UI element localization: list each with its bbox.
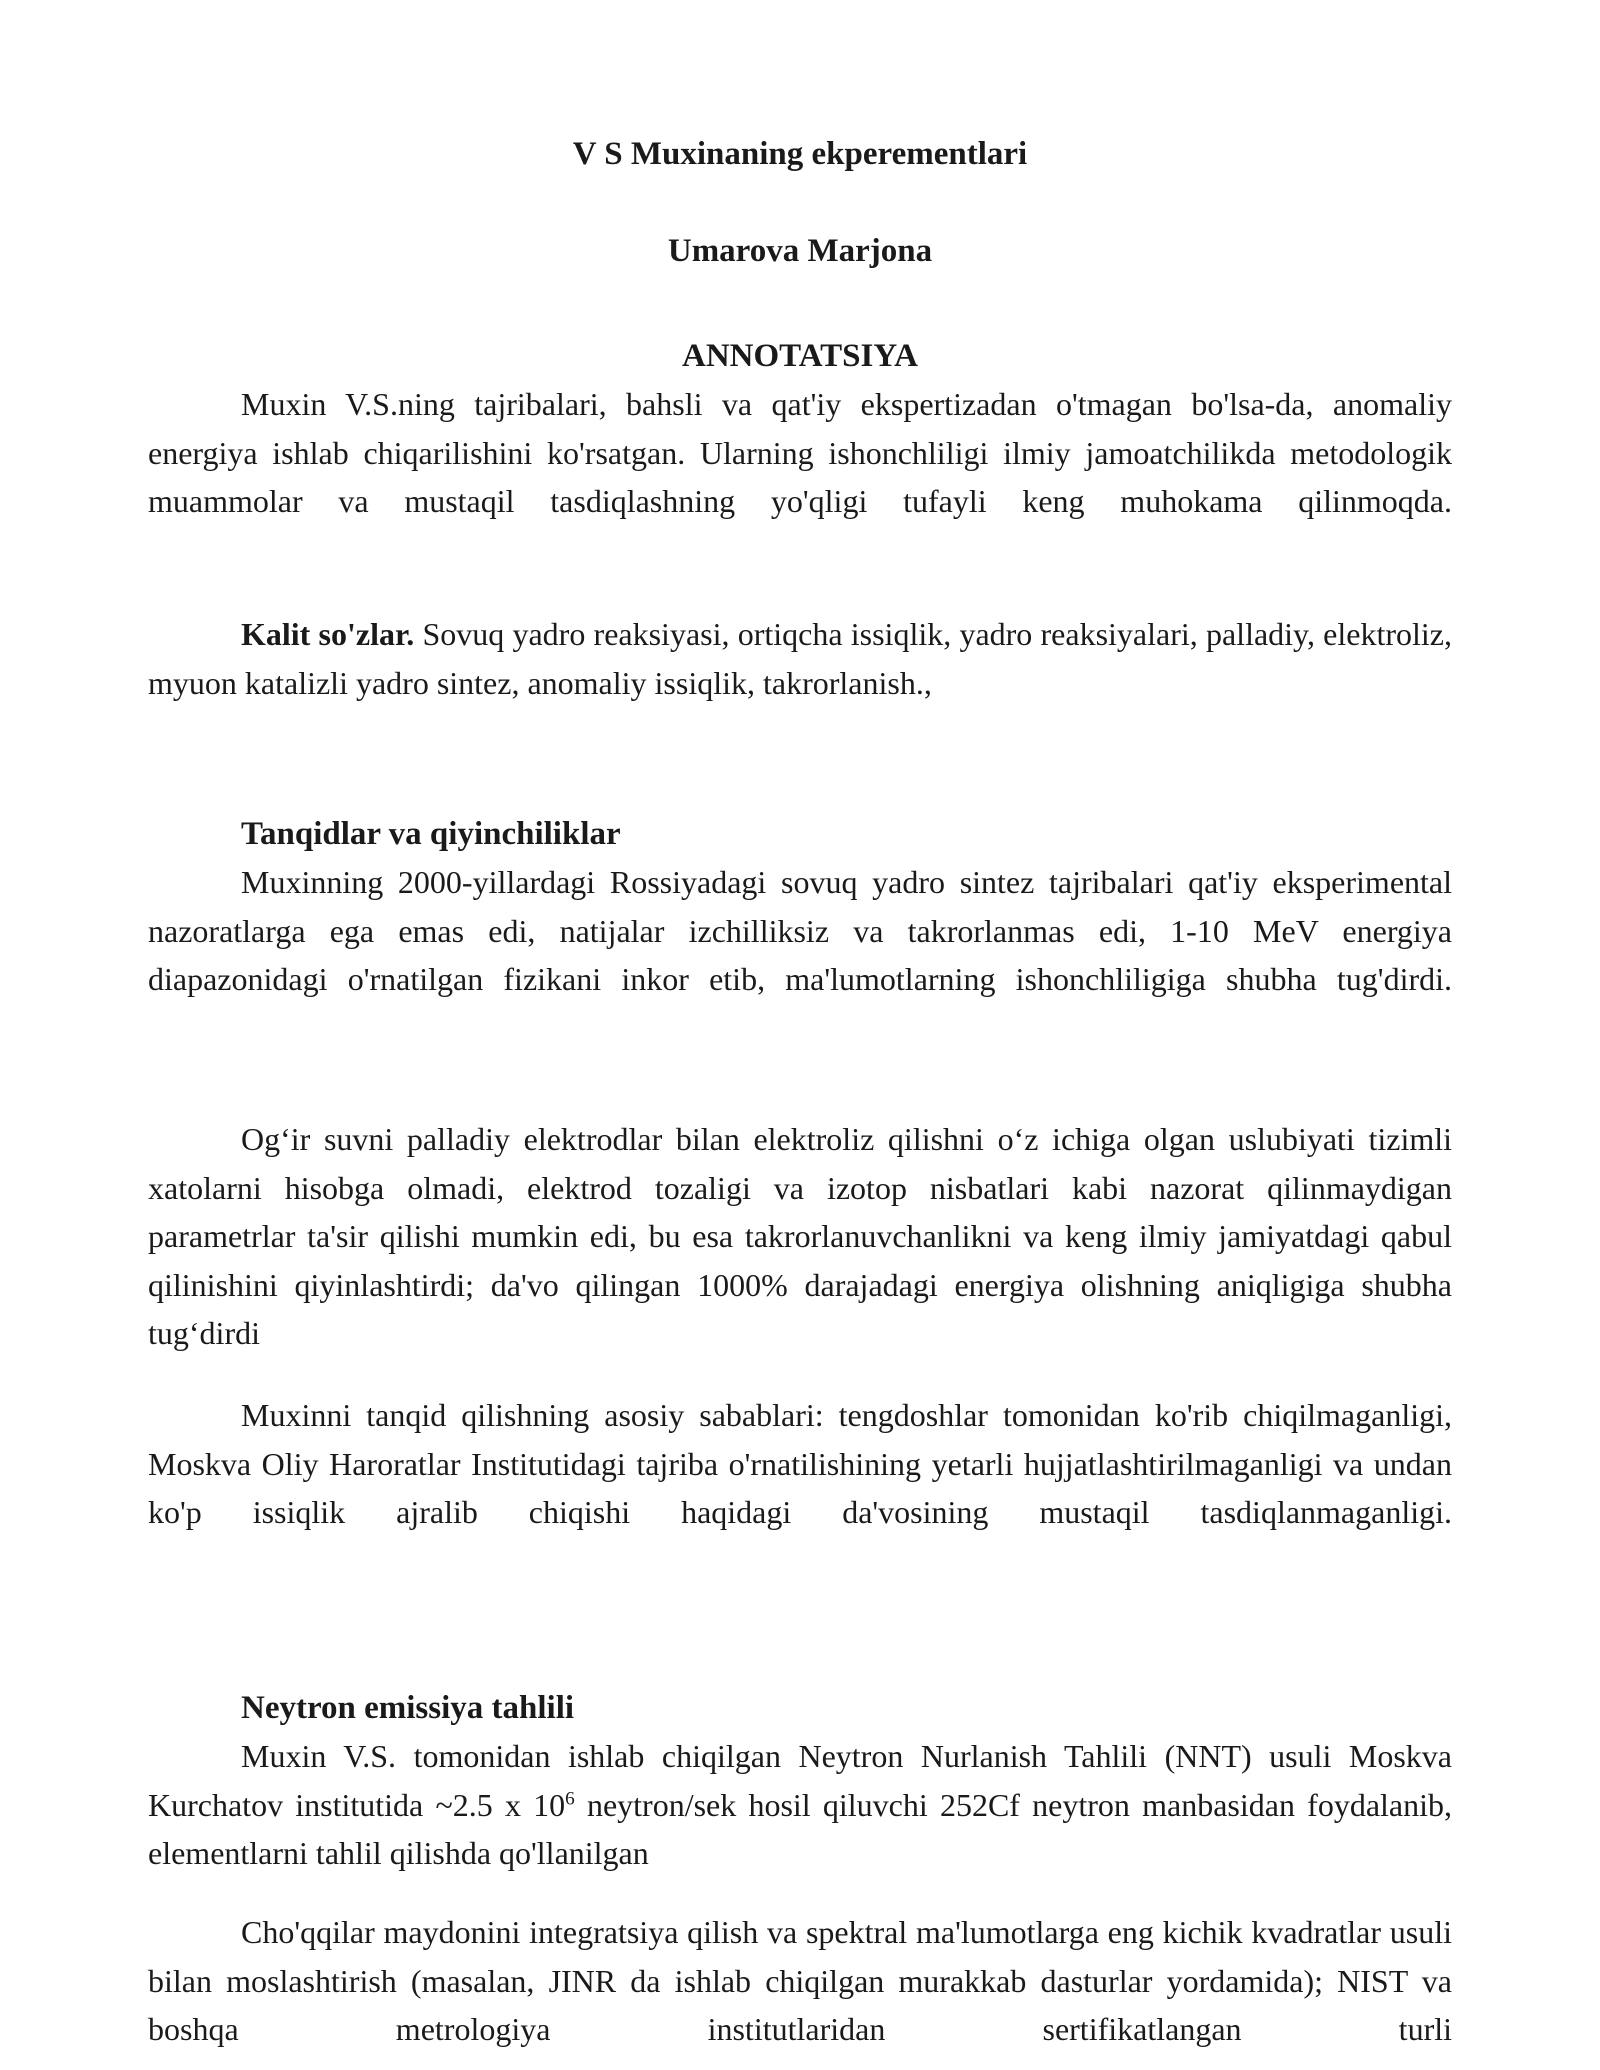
section-neutron — [148, 1684, 1452, 1878]
document-title: V S Muxinaning ekperementlari — [572, 136, 1028, 172]
section-criticism — [148, 810, 1452, 1004]
keywords-block — [148, 610, 1452, 707]
paragraph: Muxinning 2000-yillardagi Rossiyadagi sovuq yadro sintez tajribalari qat'iy eksperimental nazoratlarga ega emas edi, natijalar izchilliksiz va takrorlanmas edi, 1-10 MeV energiya diapazonidagi o'rnatilgan fizikani inkor etib, ma'lumotlarning ishonchliligiga shubha tug'dirdi. — [148, 864, 1452, 997]
paragraph-text: Muxin V.S. tomonidan ishlab chiqilgan Neytron Nurlanish Tahlili (NNT) usuli Moskva Kurchatov institutida ~2.5 x 10 — [148, 1738, 1452, 1823]
section-criticism-para-3 — [148, 1391, 1452, 1537]
abstract-paragraph: Muxin V.S.ning tajribalari, bahsli va qat'iy ekspertizadan o'tmagan bo'lsa-da, anomaliy energiya ishlab chiqarilishini ko'rsatgan. Ularning ishonchliligi ilmiy jamoatchilikda metodologik muammolar va mustaqil tasdiqlashning yo'qligi tufayli keng muhokama qilinmoqda. — [148, 386, 1452, 519]
paragraph: Cho'qqilar maydonini integratsiya qilish va spektral ma'lumotlarga eng kichik kvadratlar usuli bilan moslashtirish (masalan, JINR da ishlab chiqilgan murakkab dasturlar yordamida); NIST va boshqa metrologiya institutlaridan sertifikatlangan turli — [148, 1914, 1452, 2047]
abstract-block — [148, 380, 1452, 526]
paragraph: Muxinni tanqid qilishning asosiy sabablari: tengdoshlar tomonidan ko'rib chiqilmaganligi, Moskva Oliy Haroratlar Institutidagi tajriba o'rnatilishining yetarli hujjatlashtirilmaganligi va undan ko'p issiqlik ajralib chiqishi haqidagi da'vosining mustaqil tasdiqlanmaganligi. — [148, 1397, 1452, 1530]
paragraph: Og‘ir suvni palladiy elektrodlar bilan elektroliz qilishni o‘z ichiga olgan uslubiyati tizimli xatolarni hisobga olmadi, elektrod tozaligi va izotop nisbatlari kabi nazorat qilinmaydigan parametrlar ta'sir qilishi mumkin edi, bu esa takrorlanuvchanlikni va keng ilmiy jamiyatdagi qabul qilinishini qiyinlashtirdi; da'vo qilingan 1000% darajadagi energiya olishning aniqligiga shubha tug‘dirdi — [148, 1121, 1452, 1351]
section-neutron-para-2 — [148, 1908, 1452, 2054]
paragraph-text: neytron/sek hosil qiluvchi 252Cf neytron manbasidan foydalanib, elementlarni tahlil qilishda qo'llanilgan — [148, 1786, 1453, 1871]
author-name: Umarova Marjona — [667, 233, 933, 269]
keywords-text: Sovuq yadro reaksiyasi, ortiqcha issiqlik, yadro reaksiyalari, palladiy, elektroliz, myuon katalizli yadro sintez, anomaliy issiqlik, takrorlanish., — [148, 616, 1453, 701]
paragraph — [148, 1732, 1452, 1878]
superscript: 6 — [565, 1787, 575, 1809]
keywords-label: Kalit so'zlar. — [241, 616, 415, 652]
keywords-paragraph — [148, 610, 1452, 707]
section-criticism-para-2 — [148, 1115, 1452, 1358]
abstract-heading: ANNOTATSIYA — [682, 338, 918, 374]
section-heading: Tanqidlar va qiyinchiliklar — [241, 816, 621, 852]
section-heading: Neytron emissiya tahlili — [241, 1690, 575, 1726]
